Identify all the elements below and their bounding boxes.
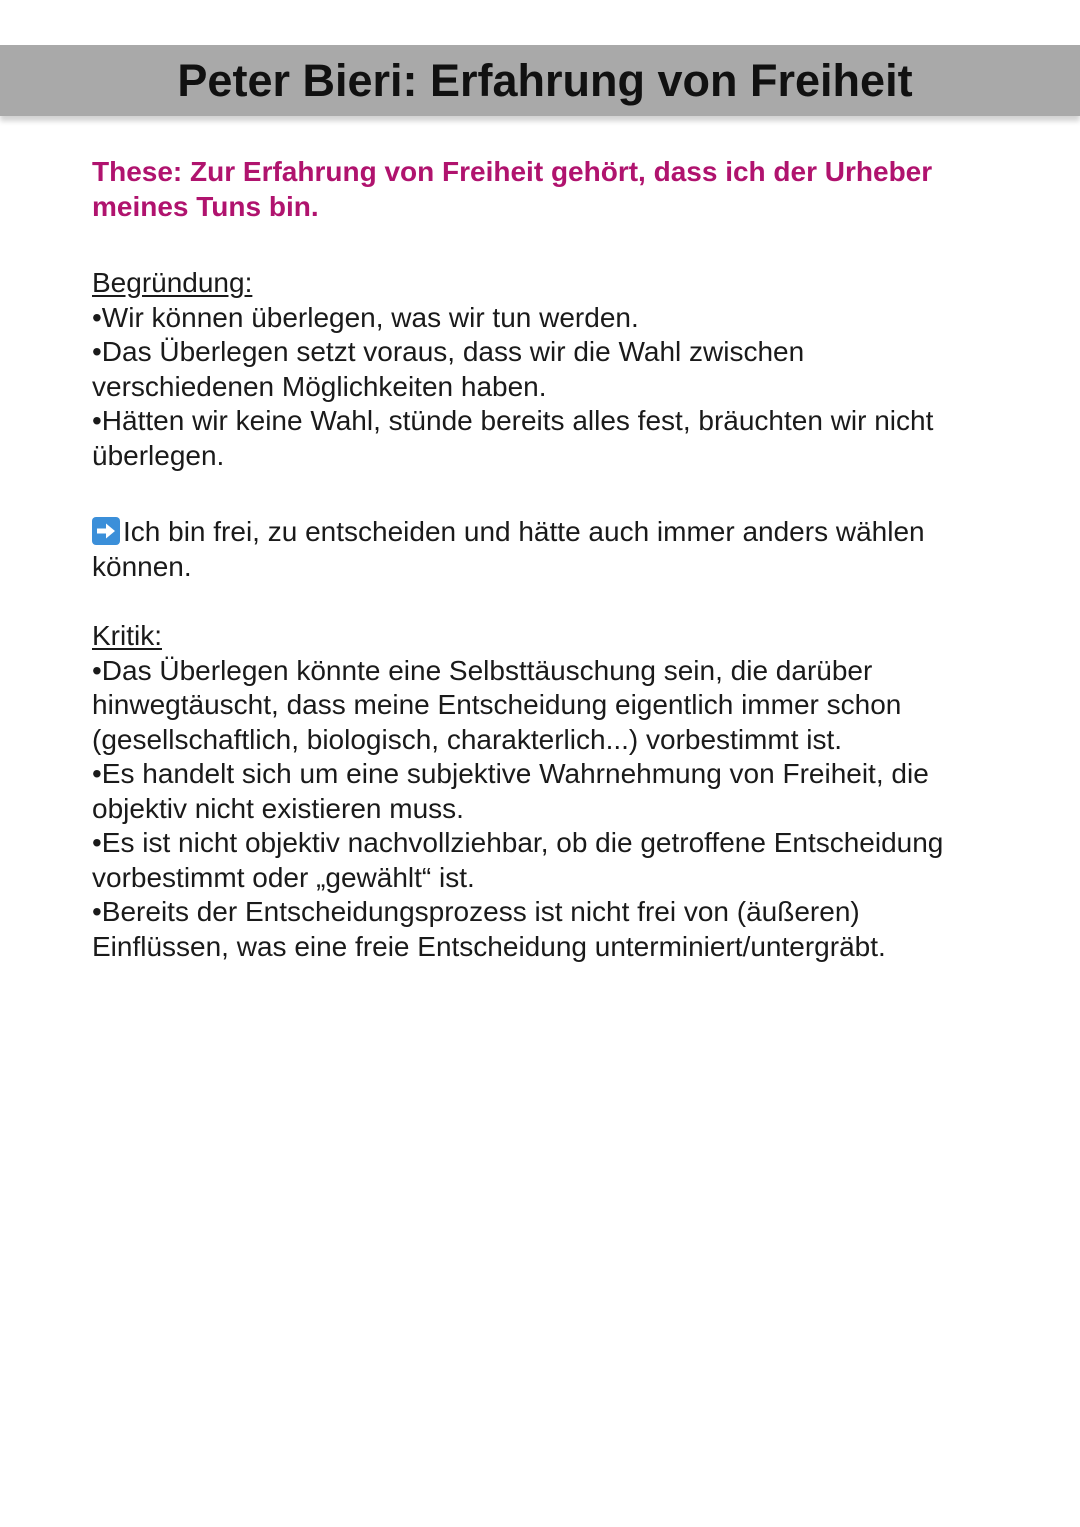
page-title: Peter Bieri: Erfahrung von Freiheit bbox=[177, 55, 913, 106]
begruendung-line: •Wir können überlegen, was wir tun werden. bbox=[92, 301, 639, 333]
begruendung-line: •Hätten wir keine Wahl, stünde bereits alles fest, bräuchten wir nicht bbox=[92, 405, 934, 436]
conclusion-line-2: können. bbox=[92, 550, 192, 582]
spacer bbox=[92, 224, 1012, 266]
kritik-line: •Es ist nicht objektiv nachvollziehbar, ob die getroffene Entscheidung bbox=[92, 827, 944, 858]
thesis-line-2: meines Tuns bin. bbox=[92, 190, 319, 222]
kritik-heading: Kritik: bbox=[92, 620, 162, 651]
kritik-line: (gesellschaftlich, biologisch, charakterlich...) vorbestimmt ist. bbox=[92, 723, 843, 755]
conclusion-line-1 bbox=[92, 515, 1012, 550]
document-body bbox=[92, 155, 1012, 964]
title-bar bbox=[0, 45, 1080, 116]
kritik-line: objektiv nicht existieren muss. bbox=[92, 792, 464, 824]
right-arrow-icon bbox=[92, 517, 120, 545]
begruendung-heading: Begründung: bbox=[92, 267, 253, 298]
spacer bbox=[92, 473, 1012, 515]
kritik-line: •Es handelt sich um eine subjektive Wahrnehmung von Freiheit, die bbox=[92, 758, 929, 789]
kritik-line: •Das Überlegen könnte eine Selbsttäuschung sein, die darüber bbox=[92, 654, 873, 686]
kritik-line: Einflüssen, was eine freie Entscheidung unterminiert/untergräbt. bbox=[92, 930, 886, 962]
begruendung-line: überlegen. bbox=[92, 439, 225, 471]
thesis-line-1: These: Zur Erfahrung von Freiheit gehört, dass ich der Urheber bbox=[92, 156, 933, 187]
begruendung-line: •Das Überlegen setzt voraus, dass wir die Wahl zwischen bbox=[92, 336, 805, 367]
spacer bbox=[92, 584, 1012, 619]
kritik-line: hinwegtäuscht, dass meine Entscheidung eigentlich immer schon bbox=[92, 689, 902, 720]
kritik-line: •Bereits der Entscheidungsprozess ist nicht frei von (äußeren) bbox=[92, 896, 860, 927]
begruendung-line: verschiedenen Möglichkeiten haben. bbox=[92, 370, 547, 402]
conclusion-text: Ich bin frei, zu entscheiden und hätte auch immer anders wählen bbox=[123, 516, 925, 547]
kritik-line: vorbestimmt oder „gewählt“ ist. bbox=[92, 861, 475, 893]
